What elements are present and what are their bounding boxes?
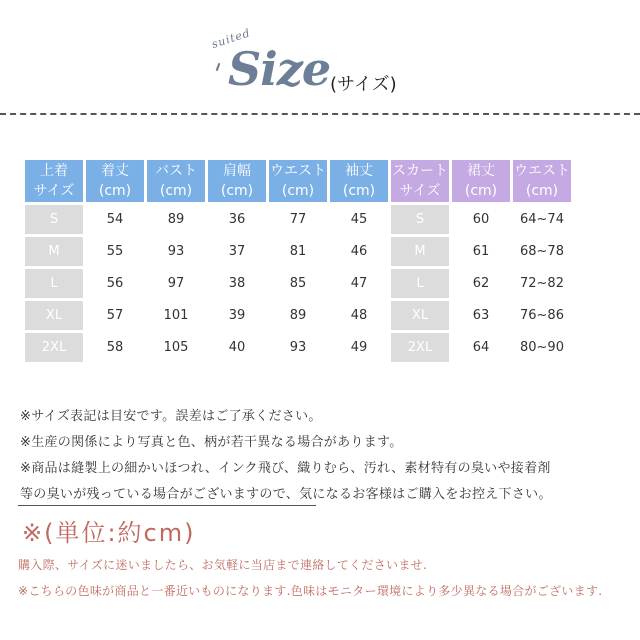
table-cell: 89 — [147, 205, 205, 234]
size-table — [22, 157, 574, 365]
table-cell: 40 — [208, 333, 266, 362]
size-title: Size — [228, 42, 331, 96]
skirt-size-label: 2XL — [391, 333, 449, 362]
table-cell: 45 — [330, 205, 388, 234]
notes-block — [20, 404, 552, 508]
header-cell: ウエスト (cm) — [513, 160, 571, 202]
suited-script-text: suited — [209, 26, 253, 51]
table-cell: 80~90 — [513, 333, 571, 362]
table-cell: 36 — [208, 205, 266, 234]
header-cell: バスト (cm) — [147, 160, 205, 202]
header-cell: ウエスト (cm) — [269, 160, 327, 202]
table-cell: 76~86 — [513, 301, 571, 330]
header — [0, 26, 640, 110]
top-size-label: XL — [25, 301, 83, 330]
header-cell: 肩幅 (cm) — [208, 160, 266, 202]
color-note: ※こちらの色味が商品と一番近いものになります.色味はモニター環境により多少異なる場合がございます. — [18, 584, 603, 598]
table-cell: 48 — [330, 301, 388, 330]
table-cell: 62 — [452, 269, 510, 298]
table-cell: 57 — [86, 301, 144, 330]
top-size-label: M — [25, 237, 83, 266]
table-cell: 77 — [269, 205, 327, 234]
table-cell: 54 — [86, 205, 144, 234]
table-cell: 47 — [330, 269, 388, 298]
table-cell: 85 — [269, 269, 327, 298]
decorative-stroke — [216, 63, 221, 71]
table-row — [25, 205, 571, 234]
note-line: ※サイズ表記は目安です。誤差はご了承ください。 — [20, 409, 322, 424]
header-cell: スカート サイズ — [391, 160, 449, 202]
table-cell: 64~74 — [513, 205, 571, 234]
top-size-label: L — [25, 269, 83, 298]
table-row — [25, 237, 571, 266]
table-cell: 101 — [147, 301, 205, 330]
table-cell: 49 — [330, 333, 388, 362]
skirt-size-label: L — [391, 269, 449, 298]
header-cell: 裙丈 (cm) — [452, 160, 510, 202]
top-size-label: S — [25, 205, 83, 234]
table-cell: 63 — [452, 301, 510, 330]
skirt-size-label: XL — [391, 301, 449, 330]
table-cell: 105 — [147, 333, 205, 362]
table-cell: 64 — [452, 333, 510, 362]
table-cell: 56 — [86, 269, 144, 298]
contact-note: 購入際、サイズに迷いましたら、お気軽に当店まで連絡してくださいませ. — [18, 558, 428, 572]
table-cell: 46 — [330, 237, 388, 266]
header-cell: 着丈 (cm) — [86, 160, 144, 202]
header-cell: 袖丈 (cm) — [330, 160, 388, 202]
skirt-size-label: M — [391, 237, 449, 266]
header-cell: 上着 サイズ — [25, 160, 83, 202]
dashed-divider — [0, 113, 640, 115]
underline-divider — [18, 505, 316, 506]
size-subtitle: (サイズ) — [330, 74, 397, 95]
table-cell: 81 — [269, 237, 327, 266]
table-row — [25, 333, 571, 362]
table-cell: 61 — [452, 237, 510, 266]
note-line: 等の臭いが残っている場合がございますので、気になるお客様はご購入をお控え下さい。 — [20, 487, 552, 502]
table-cell: 72~82 — [513, 269, 571, 298]
skirt-size-label: S — [391, 205, 449, 234]
table-header-row — [25, 160, 571, 202]
table-cell: 58 — [86, 333, 144, 362]
note-line: ※商品は縫製上の細かいほつれ、インク飛び、織りむら、汚れ、素材特有の臭いや接着剤 — [20, 461, 551, 476]
table-cell: 55 — [86, 237, 144, 266]
unit-note: ※(単位:約cm) — [22, 519, 196, 547]
table-row — [25, 301, 571, 330]
top-size-label: 2XL — [25, 333, 83, 362]
table-cell: 37 — [208, 237, 266, 266]
table-cell: 93 — [269, 333, 327, 362]
table-cell: 60 — [452, 205, 510, 234]
table-cell: 38 — [208, 269, 266, 298]
table-cell: 97 — [147, 269, 205, 298]
note-line: ※生産の関係により写真と色、柄が若干異なる場合があります。 — [20, 435, 403, 450]
table-cell: 68~78 — [513, 237, 571, 266]
table-cell: 93 — [147, 237, 205, 266]
table-row — [25, 269, 571, 298]
table-cell: 89 — [269, 301, 327, 330]
table-cell: 39 — [208, 301, 266, 330]
